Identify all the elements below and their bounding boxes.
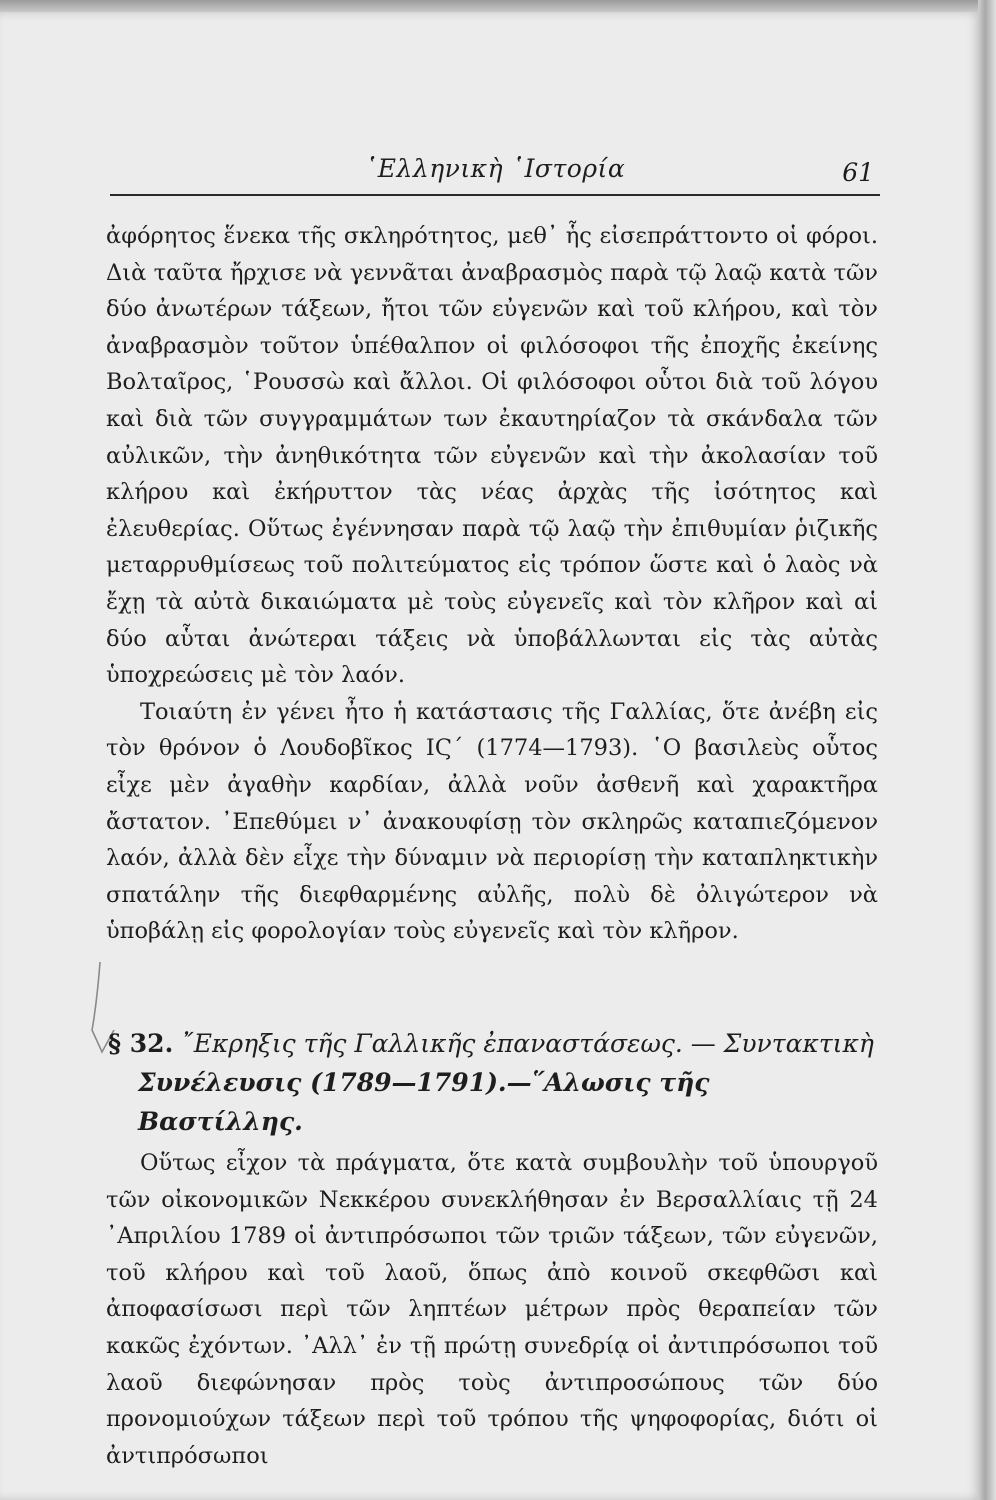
page-number: 61 [842,158,874,187]
main-text-block [106,218,878,950]
section-title-line [108,1024,878,1063]
section-heading [108,1024,878,1141]
section-title: ῎Εκρηξις τῆς Γαλλικῆς ἐπαναστάσεως. — Συντακτικὴ [181,1029,874,1058]
page-edge-shadow [978,0,996,1500]
section-text-block [106,1145,878,1474]
section-symbol: § 32. [108,1029,174,1058]
section-subtitle: Συνέλευσις (1789—1791).—῞Αλωσις τῆς Βαστίλλης. [138,1068,710,1136]
paragraph: ἀφόρητος ἕνεκα τῆς σκληρότητος, μεθ᾿ ἧς εἰσεπράττοντο οἱ φόροι. Διὰ ταῦτα ἤρχισε νὰ γεννᾶται ἀναβρασμὸς παρὰ τῷ λαῷ κατὰ τῶν δύο ἀνωτέρων τάξεων, ἤτοι τῶν εὐγενῶν καὶ τοῦ κλήρου, καὶ τὸν ἀναβρασμὸν τοῦτον ὑπέθαλπον οἱ φιλόσοφοι τῆς ἐποχῆς ἐκείνης Βολταῖρος, ῾Ρουσσὼ καὶ ἄλλοι. Οἱ φιλόσοφοι οὗτοι διὰ τοῦ λόγου καὶ διὰ τῶν συγγραμμάτων των ἐκαυτηρίαζον τὰ σκάνδαλα τῶν αὐλικῶν, τὴν ἀνηθικότητα τῶν εὐγενῶν καὶ τὴν ἀκολασίαν τοῦ κλήρου καὶ ἐκήρυττον τὰς νέας ἀρχὰς τῆς ἰσότητος καὶ ἐλευθερίας. Οὕτως ἐγέννησαν παρὰ τῷ λαῷ τὴν ἐπιθυμίαν ῥιζικῆς μεταρρυθμίσεως τοῦ πολιτεύματος εἰς τρόπον ὥστε καὶ ὁ λαὸς νὰ ἔχῃ τὰ αὐτὰ δικαιώματα μὲ τοὺς εὐγενεῖς καὶ τὸν κλῆρον καὶ αἱ δύο αὗται ἀνώτεραι τάξεις νὰ ὑποβάλλωνται εἰς τὰς αὐτὰς ὑποχρεώσεις μὲ τὸν λαόν. [106,223,878,689]
paragraph: Τοιαύτη ἐν γένει ἦτο ἡ κατάστασις τῆς Γαλλίας, ὅτε ἀνέβη εἰς τὸν θρόνον ὁ Λουδοβῖκος ΙϚ΄ (1774—1793). ῾Ο βασιλεὺς οὗτος εἶχε μὲν ἀγαθὴν καρδίαν, ἀλλὰ νοῦν ἀσθενῆ καὶ χαρακτῆρα ἄστατον. ᾿Επεθύμει ν᾿ ἀνακουφίσῃ τὸν σκληρῶς καταπιεζόμενον λαόν, ἀλλὰ δὲν εἶχε τὴν δύναμιν νὰ περιορίσῃ τὴν καταπληκτικὴν σπατάλην τῆς διεφθαρμένης αὐλῆς, πολὺ δὲ ὀλιγώτερον νὰ ὑποβάλῃ εἰς φορολογίαν τοὺς εὐγενεῖς καὶ τὸν κλῆρον. [106,698,878,945]
running-header [110,150,880,196]
running-title: ῾Ελληνικὴ ῾Ιστορία [364,154,626,183]
paragraph: Οὕτως εἶχον τὰ πράγματα, ὅτε κατὰ συμβουλὴν τοῦ ὑπουργοῦ τῶν οἰκονομικῶν Νεκκέρου συνεκλήθησαν ἐν Βερσαλλίαις τῇ 24 ᾿Απριλίου 1789 οἱ ἀντιπρόσωποι τῶν τριῶν τάξεων, τῶν εὐγενῶν, τοῦ κλήρου καὶ τοῦ λαοῦ, ὅπως ἀπὸ κοινοῦ σκεφθῶσι καὶ ἀποφασίσωσι περὶ τῶν ληπτέων μέτρων πρὸς θεραπείαν τῶν κακῶς ἐχόντων. ᾿Αλλ᾿ ἐν τῇ πρώτῃ συνεδρίᾳ οἱ ἀντιπρόσωποι τοῦ λαοῦ διεφώνησαν πρὸς τοὺς ἀντιπροσώπους τῶν δύο προνομιούχων τάξεων περὶ τοῦ τρόπου τῆς ψηφοφορίας, διότι οἱ ἀντιπρόσωποι [106,1150,878,1469]
